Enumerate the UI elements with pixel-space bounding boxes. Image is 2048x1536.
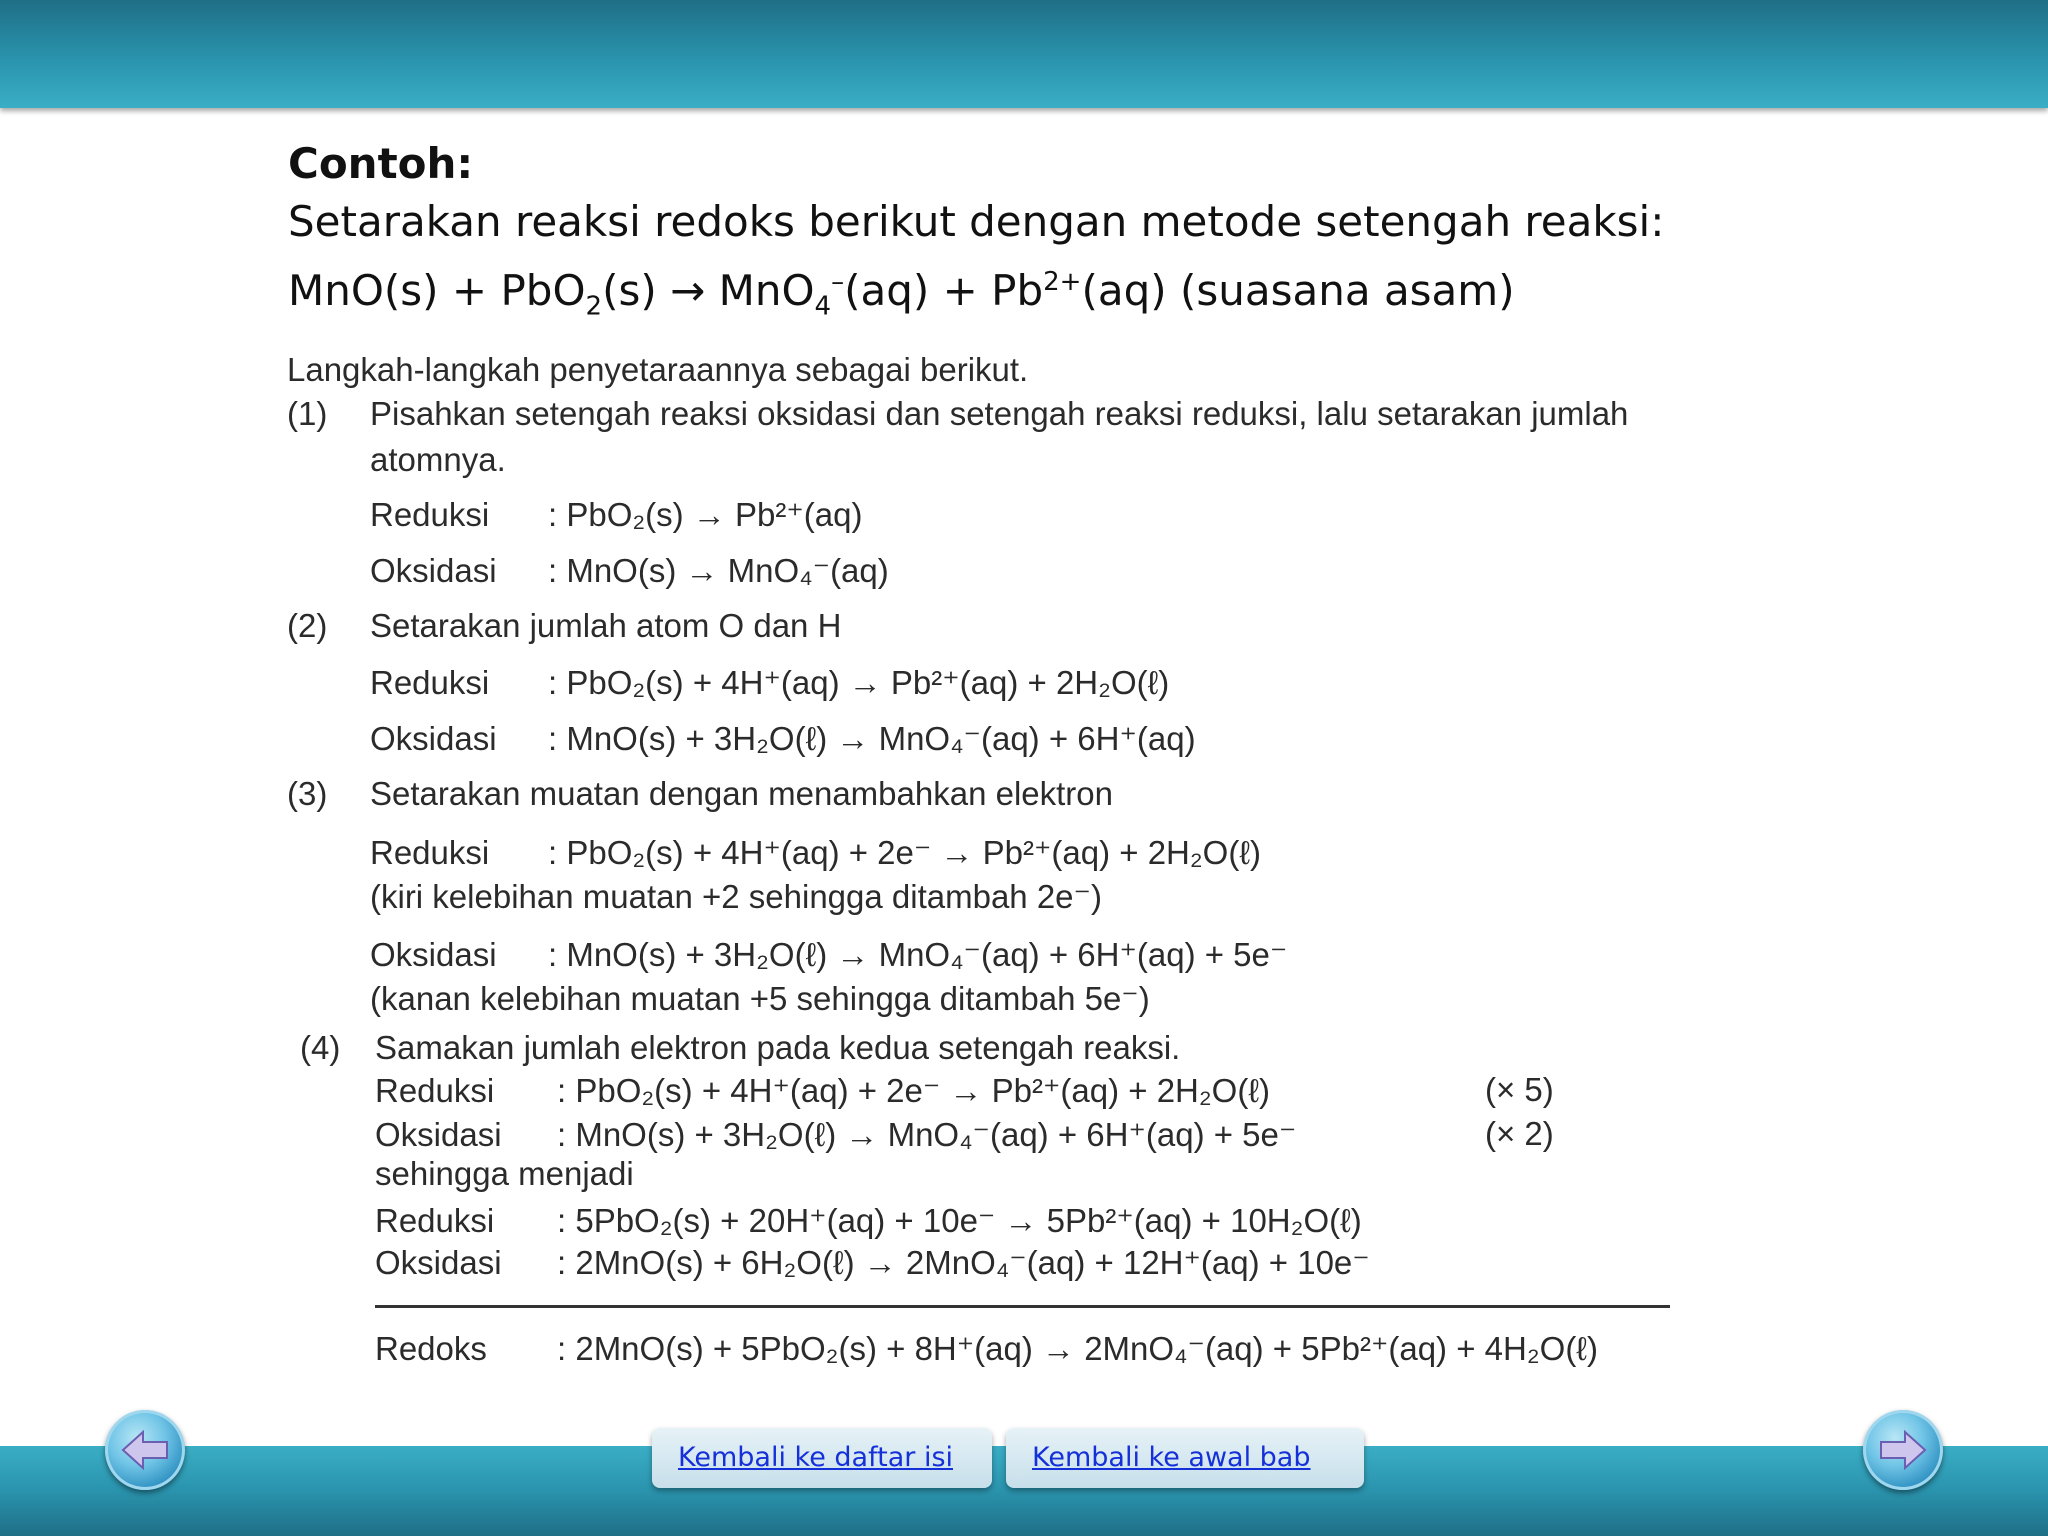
step-text-cont: atomnya. bbox=[370, 441, 506, 478]
step-number: (1) bbox=[287, 395, 328, 432]
prev-slide-button[interactable] bbox=[105, 1410, 185, 1490]
step-text: Pisahkan setengah reaksi oksidasi dan setengah reaksi reduksi, lalu setarakan jumlah bbox=[370, 395, 1629, 432]
reduction-half-reaction: Reduksi : PbO₂(s) + 4H⁺(aq) → Pb²⁺(aq) + 2H₂O(ℓ) bbox=[370, 664, 1170, 701]
step-number: (3) bbox=[287, 775, 328, 812]
instruction-text: Setarakan reaksi redoks berikut dengan metode setengah reaksi: bbox=[288, 197, 1665, 246]
next-slide-button[interactable] bbox=[1863, 1410, 1943, 1490]
solution-steps bbox=[287, 345, 1892, 1373]
oxidation-scaled: Oksidasi : 2MnO(s) + 6H₂O(ℓ) → 2MnO₄⁻(aq) + 12H⁺(aq) + 10e⁻ bbox=[375, 1244, 1370, 1281]
chapter-link-button[interactable] bbox=[1006, 1428, 1364, 1488]
reduction-multiplier: (× 5) bbox=[1485, 1071, 1554, 1108]
top-banner bbox=[0, 0, 2048, 108]
toc-link[interactable]: Kembali ke daftar isi bbox=[678, 1442, 954, 1473]
step-text: Setarakan muatan dengan menambahkan elektron bbox=[370, 775, 1113, 812]
step-text: Setarakan jumlah atom O dan H bbox=[370, 607, 842, 644]
toc-link-button[interactable] bbox=[652, 1428, 992, 1488]
reduction-half-reaction: Reduksi : PbO₂(s) → Pb²⁺(aq) bbox=[370, 496, 863, 533]
reduction-half-reaction: Reduksi : PbO₂(s) + 4H⁺(aq) + 2e⁻ → Pb²⁺(aq) + 2H₂O(ℓ) bbox=[375, 1072, 1270, 1109]
oxidation-half-reaction: Oksidasi : MnO(s) + 3H₂O(ℓ) → MnO₄⁻(aq) + 6H⁺(aq) bbox=[370, 720, 1196, 757]
oxidation-multiplier: (× 2) bbox=[1485, 1115, 1554, 1152]
sum-divider bbox=[375, 1305, 1670, 1308]
reduction-note: (kiri kelebihan muatan +2 sehingga ditambah 2e⁻) bbox=[370, 878, 1102, 915]
oxidation-note: (kanan kelebihan muatan +5 sehingga ditambah 5e⁻) bbox=[370, 980, 1150, 1017]
steps-intro: Langkah-langkah penyetaraannya sebagai berikut. bbox=[287, 351, 1029, 388]
redox-equation: $MnO(s) + PbO_2(s) \to MnO_4^-(aq) + Pb^{2+}(aq)$ (suasana asam) bbox=[288, 266, 1515, 322]
slide-heading bbox=[288, 136, 1664, 336]
step-number: (2) bbox=[287, 607, 328, 644]
oxidation-half-reaction: Oksidasi : MnO(s) + 3H₂O(ℓ) → MnO₄⁻(aq) + 6H⁺(aq) + 5e⁻ bbox=[370, 936, 1288, 973]
step-text: Samakan jumlah elektron pada kedua setengah reaksi. bbox=[375, 1029, 1181, 1066]
oxidation-half-reaction: Oksidasi : MnO(s) + 3H₂O(ℓ) → MnO₄⁻(aq) + 6H⁺(aq) + 5e⁻ bbox=[375, 1116, 1297, 1153]
arrow-left-icon bbox=[119, 1428, 171, 1472]
redox-total: Redoks : 2MnO(s) + 5PbO₂(s) + 8H⁺(aq) → 2MnO₄⁻(aq) + 5Pb²⁺(aq) + 4H₂O(ℓ) bbox=[375, 1330, 1598, 1367]
arrow-right-icon bbox=[1877, 1428, 1929, 1472]
oxidation-half-reaction: Oksidasi : MnO(s) → MnO₄⁻(aq) bbox=[370, 552, 889, 589]
step-number: (4) bbox=[300, 1029, 341, 1066]
reduction-half-reaction: Reduksi : PbO₂(s) + 4H⁺(aq) + 2e⁻ → Pb²⁺(aq) + 2H₂O(ℓ) bbox=[370, 834, 1261, 871]
chapter-link[interactable]: Kembali ke awal bab bbox=[1032, 1442, 1311, 1473]
example-title: Contoh: bbox=[288, 139, 474, 188]
reduction-scaled: Reduksi : 5PbO₂(s) + 20H⁺(aq) + 10e⁻ → 5Pb²⁺(aq) + 10H₂O(ℓ) bbox=[375, 1202, 1362, 1239]
result-label: sehingga menjadi bbox=[375, 1155, 634, 1192]
